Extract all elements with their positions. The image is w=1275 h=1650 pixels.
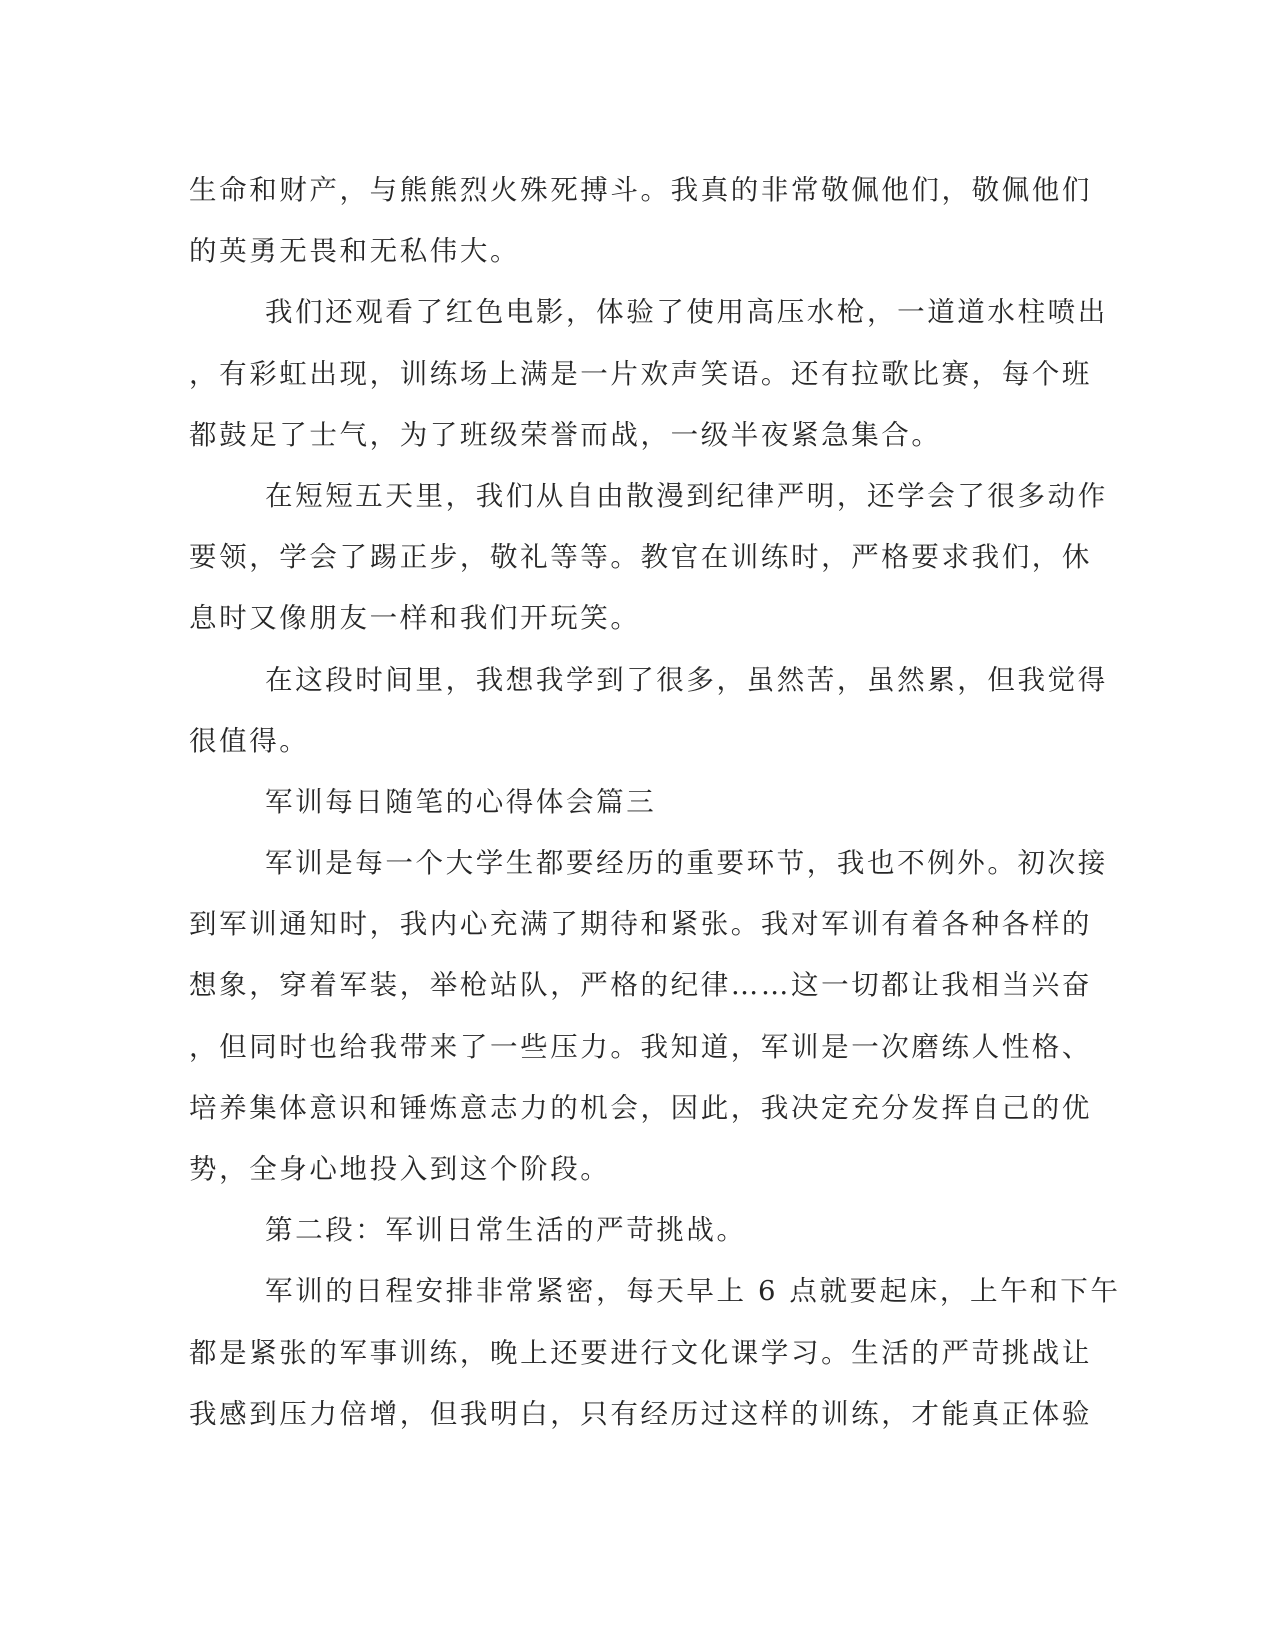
text-line: 培养集体意识和锤炼意志力的机会，因此，我决定充分发挥自己的优 (189, 1091, 1092, 1124)
text-line: 都是紧张的军事训练，晚上还要进行文化课学习。生活的严苛挑战让 (189, 1336, 1092, 1369)
text-line: 军训是每一个大学生都要经历的重要环节，我也不例外。初次接 (265, 847, 1108, 880)
text-line: 要领，学会了踢正步，敬礼等等。教官在训练时，严格要求我们，休 (189, 541, 1092, 574)
text-line: 在这段时间里，我想我学到了很多，虽然苦，虽然累，但我觉得 (265, 663, 1108, 696)
text-line: 的英勇无畏和无私伟大。 (189, 235, 521, 268)
text-line: 在短短五天里，我们从自由散漫到纪律严明，还学会了很多动作 (265, 479, 1108, 512)
text-line: 息时又像朋友一样和我们开玩笑。 (189, 602, 641, 635)
text-line: ，有彩虹出现，训练场上满是一片欢声笑语。还有拉歌比赛，每个班 (189, 357, 1092, 390)
subsection-heading: 第二段：军训日常生活的严苛挑战。 (265, 1214, 747, 1247)
document-body (189, 160, 1121, 1445)
text-line: 我感到压力倍增，但我明白，只有经历过这样的训练，才能真正体验 (189, 1397, 1092, 1430)
text-line: 想象，穿着军装，举枪站队，严格的纪律……这一切都让我相当兴奋 (189, 969, 1092, 1002)
text-line: 军训的日程安排非常紧密，每天早上 6 点就要起床，上午和下午 (265, 1275, 1121, 1308)
text-line: 很值得。 (189, 724, 310, 757)
text-line: ，但同时也给我带来了一些压力。我知道，军训是一次磨练人性格、 (189, 1030, 1092, 1063)
text-line: 生命和财产，与熊熊烈火殊死搏斗。我真的非常敬佩他们，敬佩他们 (189, 174, 1092, 206)
text-line: 到军训通知时，我内心充满了期待和紧张。我对军训有着各种各样的 (189, 908, 1092, 941)
text-line: 势，全身心地投入到这个阶段。 (189, 1153, 611, 1185)
text-line: 我们还观看了红色电影，体验了使用高压水枪，一道道水柱喷出 (265, 296, 1108, 329)
text-line: 都鼓足了士气，为了班级荣誉而战，一级半夜紧急集合。 (189, 418, 942, 451)
section-heading: 军训每日随笔的心得体会篇三 (265, 785, 657, 818)
